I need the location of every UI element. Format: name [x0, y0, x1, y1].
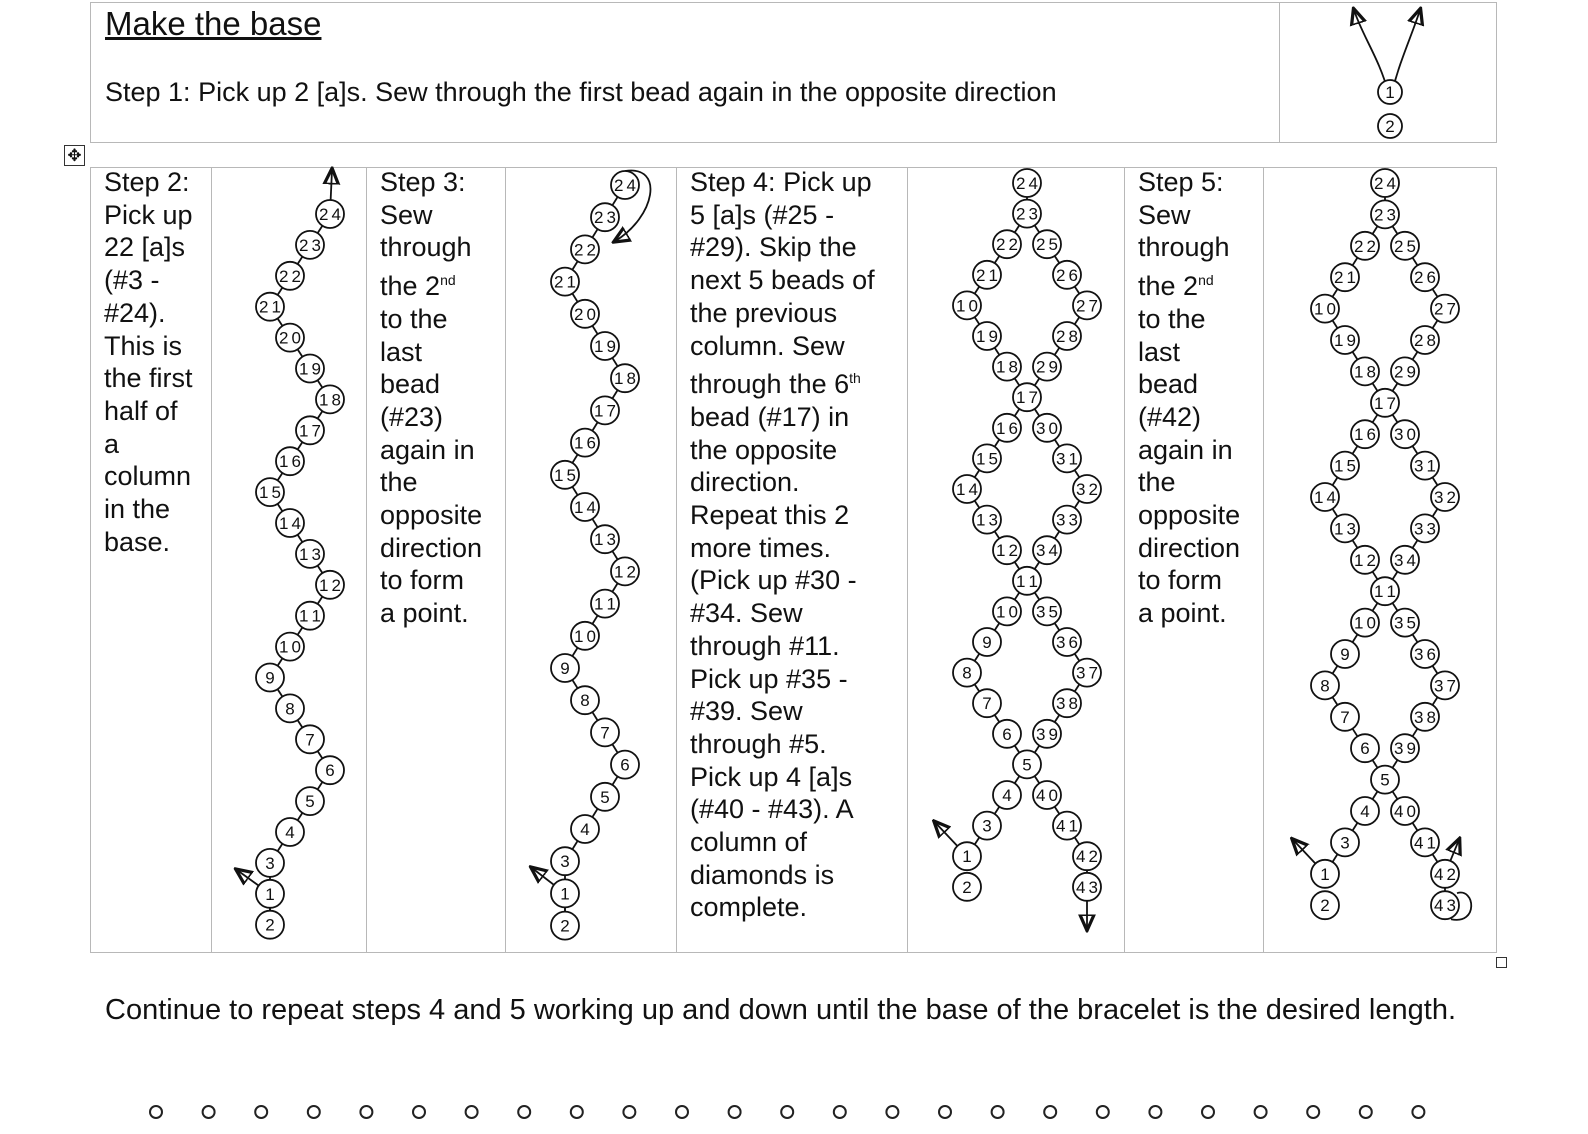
bead-label: 6 — [1360, 739, 1370, 759]
decorative-bead — [1307, 1106, 1319, 1118]
bead-label: 12 — [996, 541, 1018, 561]
bead-label: 43 — [1434, 896, 1456, 916]
bead-label: 12 — [319, 575, 341, 595]
bead-label: 24 — [319, 205, 341, 224]
bead-label: 29 — [1036, 357, 1058, 377]
bead-label: 17 — [299, 421, 321, 441]
bead-label: 23 — [1016, 204, 1038, 224]
bead-label: 22 — [1354, 236, 1376, 256]
bead-label: 34 — [1394, 550, 1416, 570]
decorative-bead — [1360, 1106, 1372, 1118]
decorative-bead — [886, 1106, 898, 1118]
bead-label: 19 — [1334, 331, 1356, 350]
bead-label: 4 — [580, 820, 590, 839]
bead-label: 15 — [1334, 456, 1356, 476]
bead-label: 11 — [1374, 582, 1396, 602]
bead-label: 7 — [600, 723, 610, 743]
bead-label: 16 — [574, 433, 596, 453]
decorative-bead — [571, 1106, 583, 1118]
bead-label: 18 — [614, 369, 636, 389]
decorative-bead — [203, 1106, 215, 1118]
bead-label: 3 — [1340, 833, 1350, 853]
bead-label: 10 — [1354, 613, 1376, 633]
decorative-bead — [676, 1106, 688, 1118]
decorative-bead — [1202, 1106, 1214, 1118]
bead-label: 38 — [1056, 694, 1078, 714]
bead-label: 26 — [1056, 265, 1078, 285]
bead-label: 4 — [1360, 802, 1370, 821]
bead-label: 14 — [574, 498, 596, 517]
bead-label: 3 — [265, 853, 275, 873]
bead-label: 24 — [1016, 174, 1038, 193]
bead-label: 9 — [265, 668, 275, 688]
bead-label: 33 — [1056, 510, 1078, 530]
decorative-bead — [1044, 1106, 1056, 1118]
bead-label: 33 — [1414, 519, 1436, 539]
bead-label: 14 — [279, 514, 301, 533]
bead-label: 32 — [1076, 480, 1098, 499]
bead-label: 34 — [1036, 541, 1058, 561]
decorative-bead — [466, 1106, 478, 1118]
bead-label: 20 — [574, 304, 596, 324]
page-title: Make the base — [105, 5, 322, 42]
step2-text: Step 2: Pick up 22 [a]s (#3 - #24). This is the first half of a column in the base. — [104, 167, 193, 557]
bead-label: 21 — [976, 265, 998, 285]
bead-label: 13 — [976, 510, 998, 530]
bead-label: 3 — [560, 852, 570, 872]
bead-label: 40 — [1036, 786, 1058, 805]
bead-label: 37 — [1076, 663, 1098, 683]
bead-label: 35 — [1394, 613, 1416, 633]
bead-label: 1 — [560, 884, 570, 904]
bead-label: 7 — [1340, 707, 1350, 727]
bead-label: 23 — [1374, 205, 1396, 225]
bead-label: 19 — [976, 327, 998, 346]
step4-text: Step 4: Pick up 5 [a]s (#25 - #29). Skip the next 5 beads of the previous column. Sew through the 6th bead (#17) in the opposite direction. Repeat this 2 more times. (Pick up #30 - #34. Sew through #11. Pick up #35 - #39. Sew through #5. Pick up 4 [a]s (#40 - #43). A column of diamonds is complete. — [690, 167, 875, 923]
bead-label: 10 — [956, 296, 978, 316]
bead-label: 12 — [1354, 550, 1376, 570]
bead-label: 8 — [285, 699, 295, 719]
bead-label: 24 — [614, 176, 636, 195]
bead-label: 3 — [982, 816, 992, 836]
bead-label: 11 — [594, 594, 616, 614]
bead-label: 8 — [1320, 676, 1330, 696]
bead-label: 27 — [1076, 296, 1098, 316]
bead-label: 4 — [1002, 786, 1012, 805]
decorative-bead — [360, 1106, 372, 1118]
decorative-bead — [1255, 1106, 1267, 1118]
bead-label: 42 — [1076, 847, 1098, 867]
bead-label: 5 — [1022, 755, 1032, 775]
bead-label: 40 — [1394, 802, 1416, 821]
bead-label: 20 — [279, 328, 301, 348]
bead-label: 12 — [614, 562, 636, 582]
bead-label: 13 — [299, 544, 321, 564]
bead-label: 26 — [1414, 268, 1436, 288]
decorative-bead — [150, 1106, 162, 1118]
bead-label: 38 — [1414, 707, 1436, 727]
bead-label: 25 — [1394, 236, 1416, 256]
bead-label: 10 — [574, 626, 596, 646]
bead-label: 24 — [1374, 174, 1396, 193]
decorative-bead-row — [0, 1100, 1588, 1134]
bead-label: 39 — [1394, 739, 1416, 759]
bead-label: 5 — [600, 787, 610, 807]
bead-label: 41 — [1414, 833, 1436, 853]
decorative-bead — [623, 1106, 635, 1118]
bead-label: 13 — [1334, 519, 1356, 539]
bead-label: 2 — [1320, 896, 1330, 916]
step3-text: Step 3: Sew through the 2nd to the last bead (#23) again in the opposite direction to form a point. — [380, 167, 483, 629]
bead-label: 10 — [279, 637, 301, 657]
bead-label: 16 — [996, 418, 1018, 438]
bead-label: 19 — [299, 359, 321, 379]
bead-label: 32 — [1434, 488, 1456, 507]
bead-label: 6 — [620, 755, 630, 775]
decorative-bead — [992, 1106, 1004, 1118]
bead-label: 11 — [1016, 571, 1038, 591]
bead-label: 7 — [982, 694, 992, 714]
bead-label: 43 — [1076, 877, 1098, 897]
bead-label: 13 — [594, 530, 616, 550]
step1-text: Step 1: Pick up 2 [a]s. Sew through the first bead again in the opposite direction — [105, 77, 1057, 107]
bead-label: 22 — [279, 266, 301, 286]
bead-label: 7 — [305, 730, 315, 750]
bead-label: 6 — [325, 761, 335, 781]
bead-label: 41 — [1056, 816, 1078, 836]
bead-label: 8 — [962, 663, 972, 683]
bead-label: 19 — [594, 337, 616, 356]
decorative-bead — [1412, 1106, 1424, 1118]
bead-label: 31 — [1414, 456, 1436, 476]
bead-label: 28 — [1056, 327, 1078, 346]
bead-label: 1 — [265, 884, 275, 904]
bead-label: 9 — [560, 659, 570, 678]
bead-label: 10 — [996, 602, 1018, 622]
bead-label: 27 — [1434, 299, 1456, 319]
bead-label: 42 — [1434, 864, 1456, 884]
bead-label: 14 — [1314, 488, 1336, 507]
bead-label: 23 — [594, 208, 616, 228]
bead-label: 1 — [962, 847, 972, 867]
decorative-bead — [729, 1106, 741, 1118]
bead-label: 14 — [956, 480, 978, 499]
bead-label: 11 — [299, 606, 321, 626]
bead-label: 36 — [1414, 645, 1436, 664]
bead-label: 1 — [1385, 83, 1395, 102]
bead-label: 1 — [1320, 864, 1330, 884]
bead-label: 22 — [996, 235, 1018, 255]
continue-text: Continue to repeat steps 4 and 5 working up and down until the base of the bracelet is the desired length. — [105, 994, 1457, 1026]
thread-path — [1354, 10, 1388, 92]
bead-label: 30 — [1036, 418, 1058, 438]
bead-label: 17 — [594, 401, 616, 421]
bead-label: 16 — [279, 452, 301, 472]
bead-label: 39 — [1036, 724, 1058, 744]
bead-label: 35 — [1036, 602, 1058, 622]
decorative-bead — [518, 1106, 530, 1118]
bead-label: 29 — [1394, 362, 1416, 382]
bead-label: 15 — [554, 465, 576, 485]
bead-label: 21 — [1334, 268, 1356, 288]
bead-label: 36 — [1056, 633, 1078, 652]
decorative-bead — [834, 1106, 846, 1118]
bead-label: 10 — [1314, 299, 1336, 319]
bead-label: 21 — [259, 297, 281, 317]
decorative-bead — [413, 1106, 425, 1118]
bead-label: 5 — [1380, 770, 1390, 790]
bead-label: 4 — [285, 823, 295, 842]
bead-label: 22 — [574, 240, 596, 260]
bead-label: 6 — [1002, 724, 1012, 744]
bead-label: 23 — [299, 235, 321, 255]
bead-label: 21 — [554, 272, 576, 292]
bead-label: 17 — [1374, 393, 1396, 413]
bead-label: 31 — [1056, 449, 1078, 469]
bead-label: 37 — [1434, 676, 1456, 696]
bead-label: 9 — [982, 633, 992, 652]
decorative-bead — [255, 1106, 267, 1118]
bead-label: 18 — [1354, 362, 1376, 382]
bead-label: 18 — [996, 357, 1018, 377]
bead-label: 5 — [305, 792, 315, 812]
bead-label: 2 — [560, 916, 570, 936]
bead-label: 15 — [259, 483, 281, 503]
decorative-bead — [308, 1106, 320, 1118]
bead-label: 15 — [976, 449, 998, 469]
bead-label: 16 — [1354, 425, 1376, 445]
decorative-bead — [1149, 1106, 1161, 1118]
step5-text: Step 5: Sew through the 2nd to the last bead (#42) again in the opposite direction to form a point. — [1138, 167, 1241, 629]
bead-label: 25 — [1036, 235, 1058, 255]
bead-label: 8 — [580, 691, 590, 711]
bead-label: 18 — [319, 390, 341, 410]
decorative-bead — [939, 1106, 951, 1118]
decorative-bead — [1097, 1106, 1109, 1118]
bead-label: 28 — [1414, 331, 1436, 350]
thread-path — [1392, 10, 1420, 92]
bead-label: 17 — [1016, 388, 1038, 408]
bead-label: 2 — [265, 915, 275, 935]
bead-label: 2 — [1385, 117, 1395, 136]
decorative-bead — [781, 1106, 793, 1118]
move-anchor-icon[interactable]: ✥ — [64, 145, 85, 166]
bead-label: 2 — [962, 877, 972, 897]
bead-label: 30 — [1394, 425, 1416, 445]
bead-label: 9 — [1340, 645, 1350, 664]
